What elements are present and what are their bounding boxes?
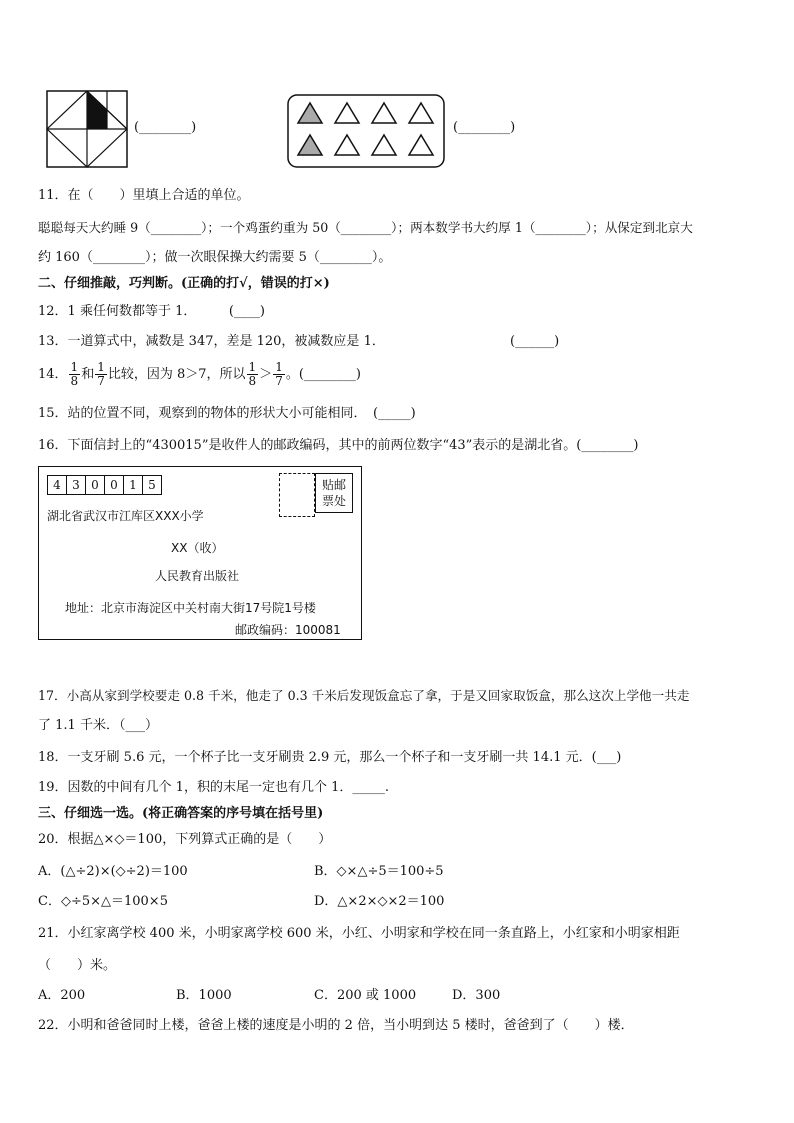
q21-option-c[interactable]: C．200 或 1000 [314, 988, 417, 1003]
q18: 18．一支牙刷 5.6 元，一个杯子比一支牙刷贵 2.9 元，那么一个杯子和一支牙刷一共 14.1 元．(___) [38, 750, 622, 765]
recipient-name: XX（收） [171, 541, 224, 555]
fraction-1-7-b: $\frac{1}{7}$ [275, 360, 283, 388]
q14-number: 14． [38, 367, 68, 382]
q14-reason: 比较，因为 8＞7，所以 [107, 367, 246, 382]
q11-title: 11．在（ ）里填上合适的单位。 [38, 188, 250, 203]
sender-zip: 邮政编码：100081 [235, 623, 341, 637]
sender-address: 地址：北京市海淀区中关村南大街17号院1号楼 [65, 601, 316, 615]
q16: 16．下面信封上的“430015”是收件人的邮政编码，其中的前两位数字“43”表示的是湖北省。(________) [38, 438, 639, 453]
q21-line-1: 21．小红家离学校 400 米，小明家离学校 600 米，小红、小明家和学校在同一条直路上，小红家和小明家相距 [38, 926, 680, 941]
stamp-label-2: 票处 [321, 494, 346, 508]
q21-option-d[interactable]: D．300 [452, 988, 501, 1003]
recipient-address: 湖北省武汉市江库区XXX小学 [47, 509, 204, 523]
fraction-1-7: $\frac{1}{7}$ [97, 360, 105, 388]
fraction-1-8-b: $\frac{1}{8}$ [248, 360, 257, 388]
q20-option-d[interactable]: D．△×2×◇×2＝100 [314, 894, 445, 909]
stamp-label-1: 贴邮 [321, 478, 346, 492]
q20-stem: 20．根据△×◇＝100，下列算式正确的是（ ） [38, 832, 332, 847]
q22: 22．小明和爸爸同时上楼，爸爸上楼的速度是小明的 2 倍，当小明到达 5 楼时，爸爸到了（ ）楼． [38, 1018, 634, 1033]
q19: 19．因数的中间有几个 1，积的末尾一定也有几个 1．_____. [38, 780, 389, 795]
stamp-area-dashed [279, 473, 315, 517]
section-2-heading: 二、仔细推敲，巧判断。(正确的打√，错误的打×) [38, 276, 330, 291]
zip-digit: 0 [104, 475, 124, 495]
q21-option-b[interactable]: B．1000 [176, 988, 232, 1003]
q21-line-2: （ ）米。 [38, 958, 117, 973]
q17-line-1: 17．小高从家到学校要走 0.8 千米，他走了 0.3 千米后发现饭盒忘了拿，于是又回家取饭盒，那么这次上学他一共走 [38, 688, 690, 703]
section-3-heading: 三、仔细选一选。(将正确答案的序号填在括号里) [38, 806, 324, 821]
q12: 12．1 乘任何数都等于 1． (____) [38, 304, 265, 319]
zip-digit: 0 [85, 475, 105, 495]
q20-option-b[interactable]: B．◇×△÷5＝100÷5 [314, 864, 444, 879]
zip-digit: 5 [142, 475, 162, 495]
q14-gt: ＞ [259, 367, 273, 382]
envelope [38, 466, 362, 640]
zip-digit: 4 [47, 475, 67, 495]
q14-blank[interactable]: 。(________) [285, 367, 361, 382]
q20-option-a[interactable]: A．(△÷2)×(◇÷2)＝100 [38, 864, 188, 879]
q17-line-2: 了 1.1 千米．（___） [38, 718, 158, 733]
q11-line-1: 聪聪每天大约睡 9（________）；一个鸡蛋约重为 50（________）；两本数学书大约厚 1（________）；从保定到北京大 [38, 220, 693, 235]
sender-name: 人民教育出版社 [155, 569, 240, 583]
q13-blank[interactable]: (______) [510, 334, 560, 349]
q10-blank-1[interactable]: (________) [134, 120, 197, 135]
q13: 13．一道算式中，减数是 347，差是 120，被减数应是 1． [38, 334, 385, 349]
square-triangles-figure [46, 90, 128, 168]
q15: 15．站的位置不同，观察到的物体的形状大小可能相同． (_____) [38, 406, 416, 421]
q21-option-a[interactable]: A．200 [38, 988, 86, 1003]
q14-and: 和 [81, 367, 95, 382]
zip-code-boxes [47, 475, 161, 495]
triangles-box-figure [287, 94, 445, 168]
q10-blank-2[interactable]: (________) [453, 120, 516, 135]
q14 [38, 360, 361, 390]
q11-line-2: 约 160（________）；做一次眼保操大约需要 5（________）。 [38, 250, 392, 265]
fraction-1-8: $\frac{1}{8}$ [70, 360, 79, 388]
stamp-box [315, 473, 353, 513]
zip-digit: 1 [123, 475, 143, 495]
zip-digit: 3 [66, 475, 86, 495]
q20-option-c[interactable]: C．◇÷5×△＝100×5 [38, 894, 168, 909]
